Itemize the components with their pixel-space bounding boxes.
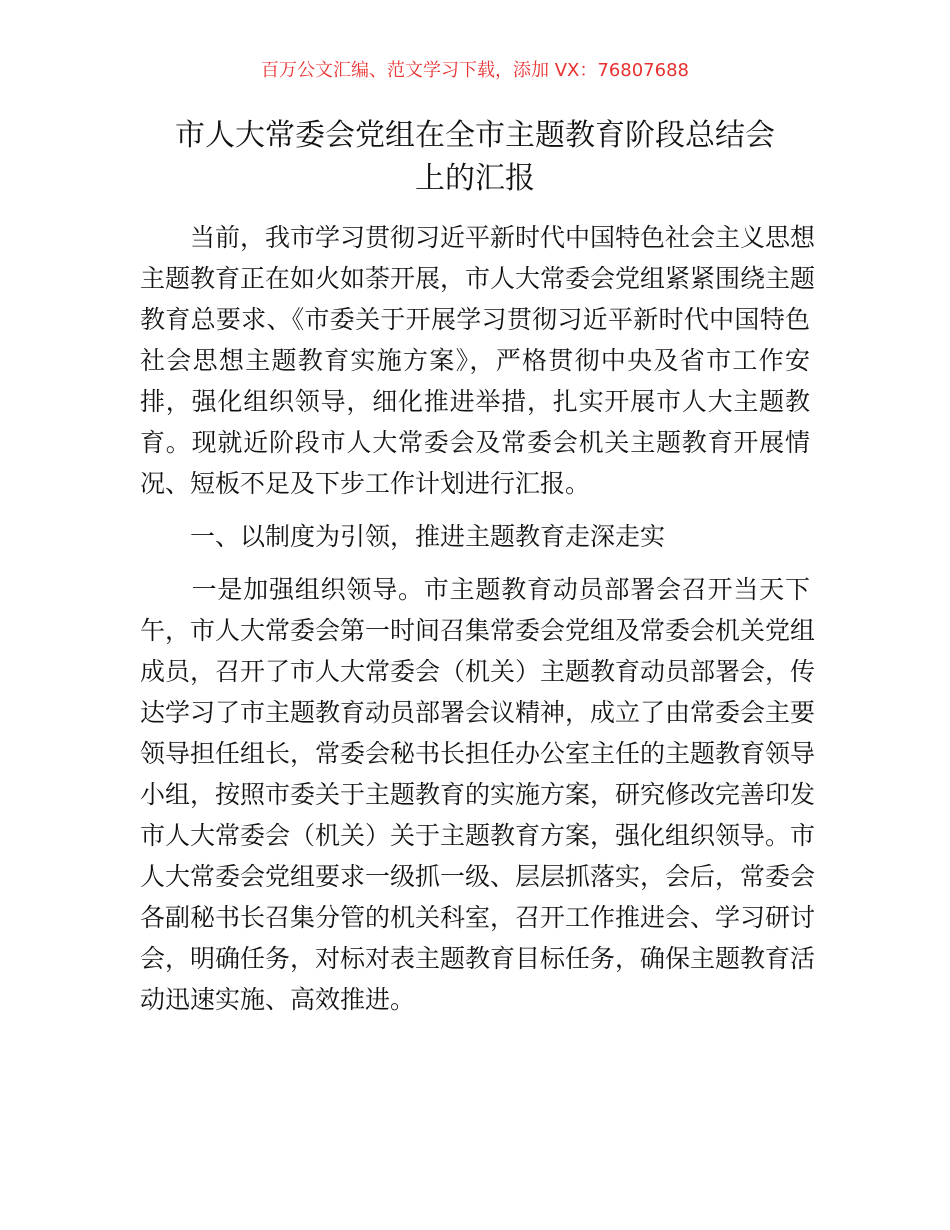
paragraph bbox=[140, 516, 810, 557]
text-line: 各副秘书长召集分管的机关科室，召开工作推进会、学习研讨 bbox=[140, 903, 816, 932]
text-line: 达学习了市主题教育动员部署会议精神，成立了由常委会主要 bbox=[140, 698, 816, 727]
text-line: 人大常委会党组要求一级抓一级、层层抓落实，会后，常委会 bbox=[140, 862, 816, 891]
watermark-header: 百万公文汇编、范文学习下载，添加 VX：76807688 bbox=[261, 60, 689, 81]
text-line: 动迅速实施、高效推进。 bbox=[140, 985, 416, 1014]
text-line: 社会思想主题教育实施方案》，严格贯彻中央及省市工作安 bbox=[140, 346, 810, 375]
paragraph bbox=[140, 217, 816, 504]
text-line: 一是加强组织领导。市主题教育动员部署会召开当天下 bbox=[140, 575, 810, 604]
text-line: 午，市人大常委会第一时间召集常委会党组及常委会机关党组 bbox=[140, 616, 816, 645]
text-line: 小组，按照市委关于主题教育的实施方案，研究修改完善印发 bbox=[140, 780, 816, 809]
document-body bbox=[140, 217, 816, 1020]
text-line: 教育总要求、《市委关于开展学习贯彻习近平新时代中国特色 bbox=[140, 305, 810, 334]
paragraph-gap bbox=[140, 504, 810, 516]
document-title bbox=[120, 114, 830, 200]
title-line: 上的汇报 bbox=[415, 161, 535, 196]
text-line: 况、短板不足及下步工作计划进行汇报。 bbox=[140, 469, 591, 498]
paragraph-gap bbox=[140, 557, 810, 569]
text-line: 主题教育正在如火如荼开展，市人大常委会党组紧紧围绕主题 bbox=[140, 264, 816, 293]
text-line: 会，明确任务，对标对表主题教育目标任务，确保主题教育活 bbox=[140, 944, 816, 973]
text-line: 一、以制度为引领，推进主题教育走深走实 bbox=[140, 522, 666, 551]
title-line: 市人大常委会党组在全市主题教育阶段总结会 bbox=[175, 118, 775, 153]
text-line: 排，强化组织领导，细化推进举措，扎实开展市人大主题教 bbox=[140, 387, 810, 416]
paragraph bbox=[140, 569, 816, 1020]
text-line: 成员，召开了市人大常委会（机关）主题教育动员部署会，传 bbox=[140, 657, 816, 686]
text-line: 领导担任组长，常委会秘书长担任办公室主任的主题教育领导 bbox=[140, 739, 816, 768]
text-line: 市人大常委会（机关）关于主题教育方案，强化组织领导。市 bbox=[140, 821, 816, 850]
text-line: 当前，我市学习贯彻习近平新时代中国特色社会主义思想 bbox=[140, 223, 816, 252]
text-line: 育。现就近阶段市人大常委会及常委会机关主题教育开展情 bbox=[140, 428, 810, 457]
